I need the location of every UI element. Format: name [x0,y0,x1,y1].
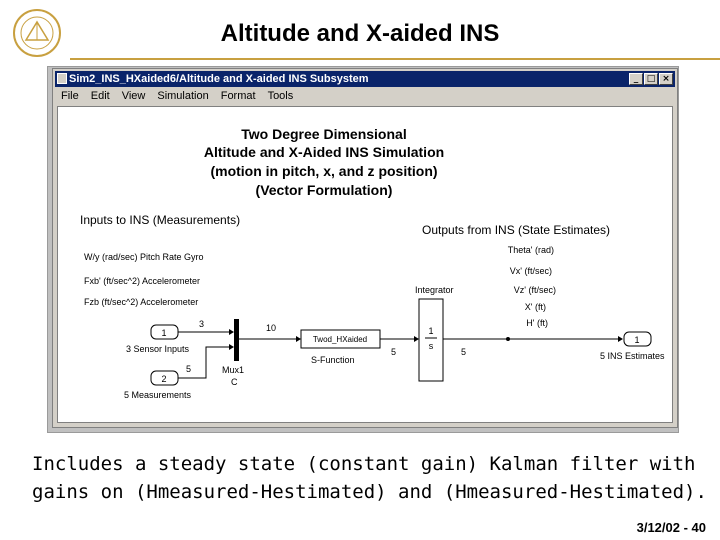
input-label-fxb: Fxb' (ft/sec^2) Accelerometer [84,276,200,286]
university-seal-logo [12,8,62,58]
inputs-title: Inputs to INS (Measurements) [80,213,241,227]
output-label-x: X' (ft) [524,302,546,312]
inport-1-number: 1 [161,328,167,338]
menu-format[interactable]: Format [220,90,256,102]
inport-1-label: 3 Sensor Inputs [126,344,190,354]
menu-bar [55,88,675,104]
window-titlebar[interactable] [55,71,675,87]
slide-footer: 3/12/02 - 40 [636,520,706,535]
s-function-label: S-Function [311,355,355,365]
block-diagram [58,107,674,424]
close-button[interactable]: × [659,73,673,85]
heading-line-2: Altitude and X-Aided INS Simulation [203,144,445,160]
slide-caption: Includes a steady state (constant gain) Kalman filter with gains on (Hmeasured-Hestimated) and (Hmeasured-Hestimated). [32,453,707,503]
integrator-block[interactable] [419,299,443,381]
heading-line-4: (Vector Formulation) [255,182,393,198]
mux-sublabel: C [231,377,238,387]
mux-block[interactable] [234,319,239,361]
menu-file[interactable]: File [61,90,79,102]
signal-width-5-out: 5 [461,347,467,357]
input-label-fzb: Fzb (ft/sec^2) Accelerometer [84,297,199,307]
slide-title: Altitude and X-aided INS [220,20,500,47]
window-menu-icon[interactable] [57,73,67,84]
menu-tools[interactable]: Tools [267,90,294,102]
menu-simulation[interactable]: Simulation [157,90,209,102]
signal-width-3: 3 [199,319,205,329]
outport-1-label: 5 INS Estimates [600,351,665,361]
menu-edit[interactable]: Edit [90,90,110,102]
output-label-h: H' (ft) [526,318,548,328]
integrator-numerator: 1 [428,326,434,336]
inport-2-number: 2 [161,374,167,384]
title-divider [70,58,720,60]
minimize-button[interactable]: _ [629,73,643,85]
outport-1-number: 1 [634,335,640,345]
signal-width-5-mid: 5 [391,347,397,357]
signal-width-5-in: 5 [186,364,192,374]
input-label-gyro: W/y (rad/sec) Pitch Rate Gyro [84,252,204,262]
window-title: Sim2_INS_HXaided6/Altitude and X-aided INS Subsystem [69,73,369,85]
model-canvas[interactable] [57,106,673,423]
s-function-name: Twod_HXaided [312,335,368,344]
output-label-theta: Theta' (rad) [507,245,554,255]
heading-line-3: (motion in pitch, x, and z position) [210,163,438,179]
signal-width-10: 10 [266,323,277,333]
menu-view[interactable]: View [121,90,146,102]
heading-line-1: Two Degree Dimensional [241,126,407,142]
simulink-window [52,68,678,428]
integrator-denominator: s [428,341,434,351]
output-label-vx: Vx' (ft/sec) [509,266,552,276]
outputs-title: Outputs from INS (State Estimates) [422,223,611,237]
mux-label: Mux1 [222,365,245,375]
integrator-label: Integrator [415,285,454,295]
maximize-button[interactable]: □ [644,73,658,85]
output-label-vz: Vz' (ft/sec) [513,285,556,295]
inport-2-label: 5 Measurements [124,390,192,400]
